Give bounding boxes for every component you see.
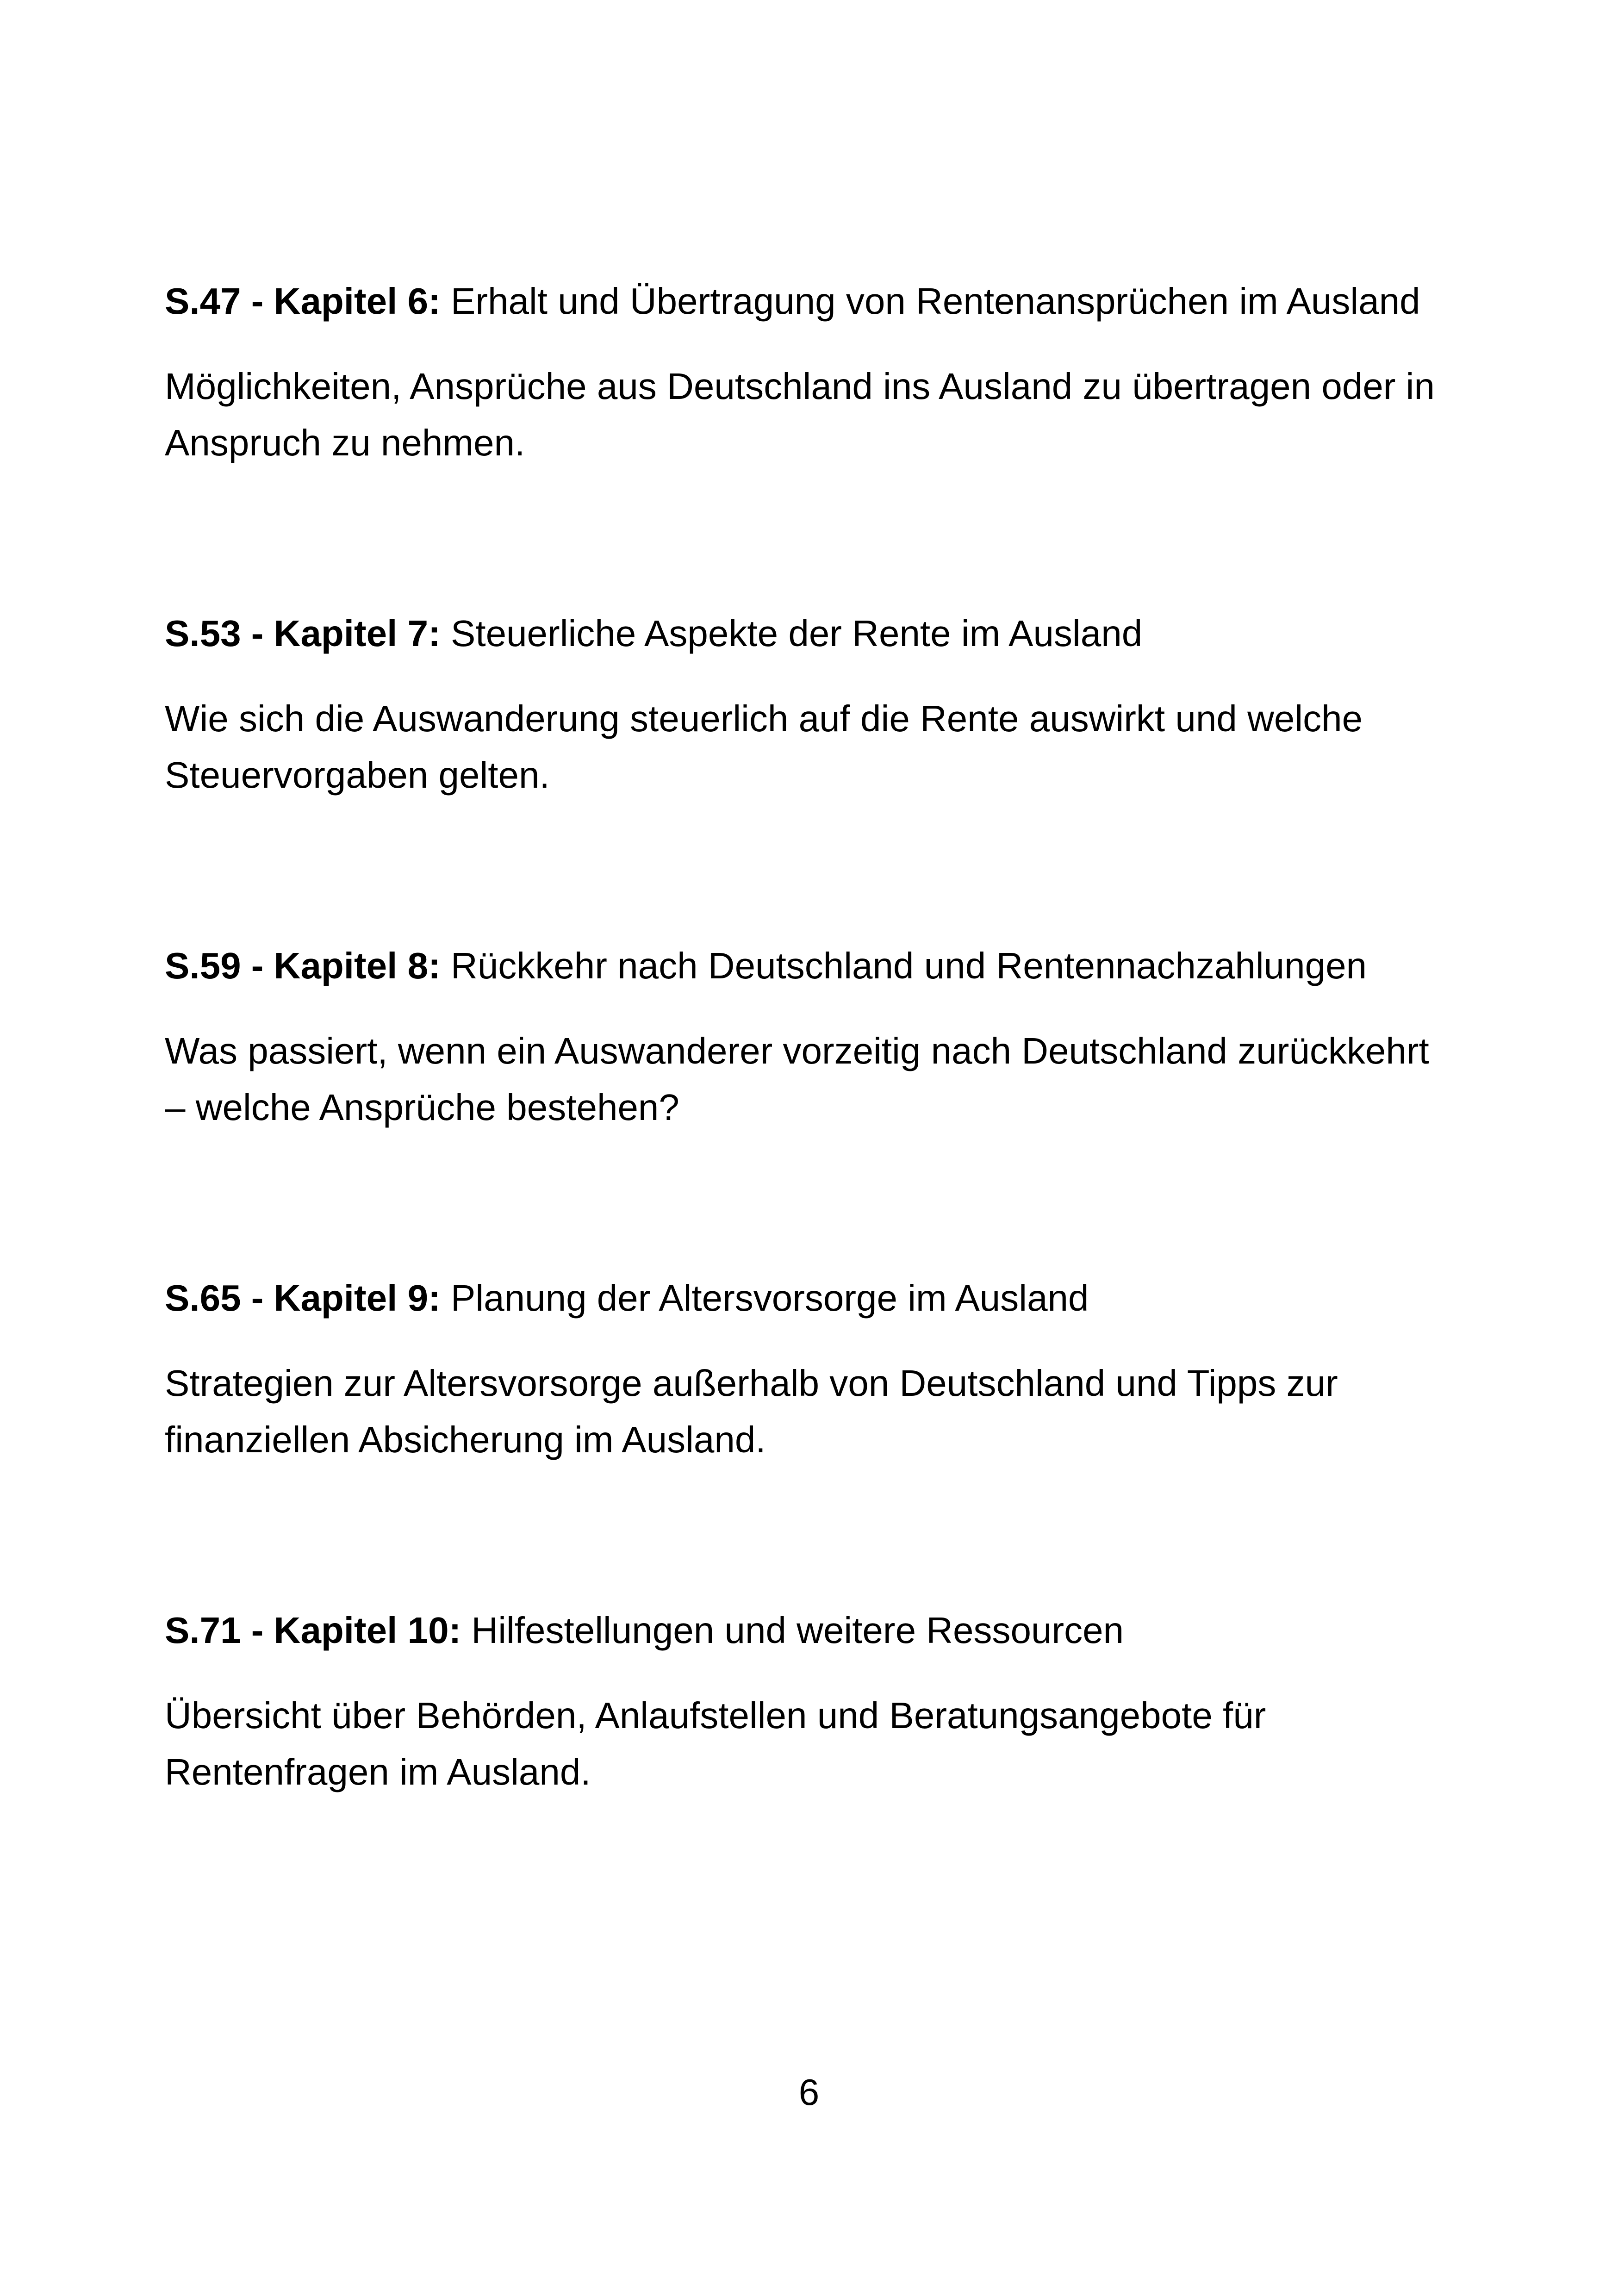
toc-entry-page-chapter-ref: S.47 - Kapitel 6:: [165, 280, 441, 322]
toc-entry-heading: [165, 938, 1451, 994]
toc-entry-page-chapter-ref: S.53 - Kapitel 7:: [165, 613, 441, 654]
toc-entry-heading: [165, 605, 1451, 662]
toc-entry-chapter-7: [165, 605, 1451, 803]
toc-entry-chapter-6: [165, 273, 1451, 471]
toc-entry-page-chapter-ref: S.65 - Kapitel 9:: [165, 1277, 441, 1319]
toc-entry-chapter-10: [165, 1602, 1451, 1800]
table-of-contents: [165, 273, 1451, 1800]
toc-entry-title: Planung der Altersvorsorge im Ausland: [450, 1277, 1089, 1319]
toc-entry-heading: [165, 273, 1451, 330]
toc-entry-heading: [165, 1270, 1451, 1326]
toc-entry-heading: [165, 1602, 1451, 1659]
toc-entry-chapter-8: [165, 938, 1451, 1136]
toc-entry-description: Möglichkeiten, Ansprüche aus Deutschland ins Ausland zu übertragen oder in Anspruch zu nehmen.: [165, 366, 1435, 463]
page-number: 6: [798, 2072, 820, 2113]
toc-entry-chapter-9: [165, 1270, 1451, 1468]
toc-entry-title: Hilfestellungen und weitere Ressourcen: [471, 1610, 1124, 1651]
toc-entry-page-chapter-ref: S.59 - Kapitel 8:: [165, 945, 441, 986]
toc-entry-description: Übersicht über Behörden, Anlaufstellen und Beratungsangebote für Rentenfragen im Ausland.: [165, 1695, 1266, 1792]
toc-entry-description: Was passiert, wenn ein Auswanderer vorzeitig nach Deutschland zurückkehrt – welche Ansprüche bestehen?: [165, 1030, 1429, 1128]
toc-entry-title: Erhalt und Übertragung von Rentenansprüchen im Ausland: [450, 280, 1420, 322]
toc-entry-page-chapter-ref: S.71 - Kapitel 10:: [165, 1610, 461, 1651]
toc-entry-title: Rückkehr nach Deutschland und Rentennachzahlungen: [450, 945, 1367, 986]
toc-entry-title: Steuerliche Aspekte der Rente im Ausland: [450, 613, 1143, 654]
toc-entry-description: Wie sich die Auswanderung steuerlich auf die Rente auswirkt und welche Steuervorgaben gelten.: [165, 698, 1363, 796]
toc-entry-description: Strategien zur Altersvorsorge außerhalb von Deutschland und Tipps zur finanziellen Absicherung im Ausland.: [165, 1363, 1338, 1460]
